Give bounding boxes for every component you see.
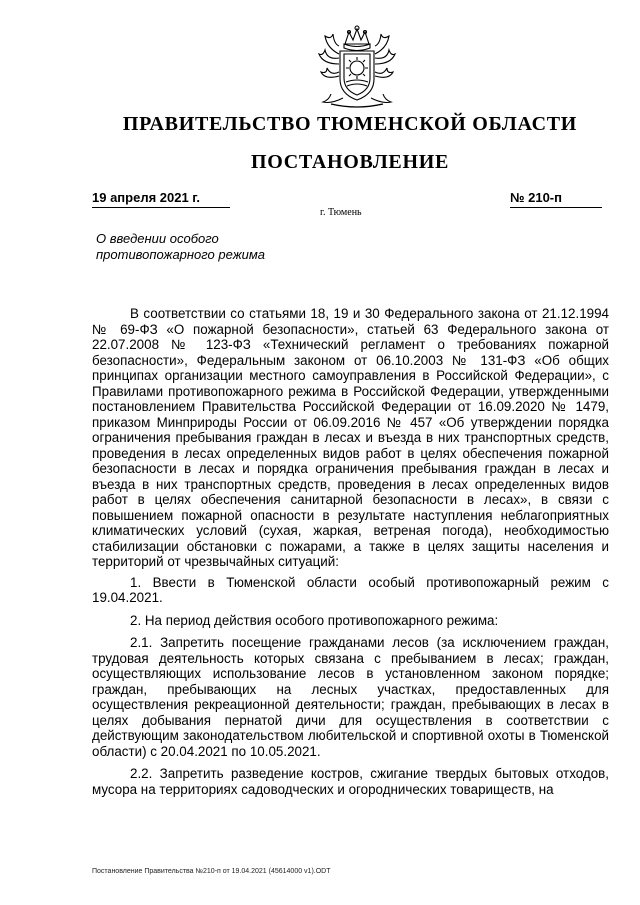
document-subject bbox=[96, 231, 316, 263]
subject-line-2: противопожарного режима bbox=[96, 247, 266, 262]
coat-of-arms-icon bbox=[313, 24, 401, 110]
subject-line-1: О введении особого bbox=[96, 231, 219, 246]
page-footer: Постановление Правительства №210-п от 19.04.2021 (45614000 v1).ODT bbox=[92, 868, 331, 875]
item-2-1-paragraph: 2.1. Запретить посещение гражданами лесов (за исключением граждан, трудовая деятельность которых связана с пребыванием в лесах; граждан, осуществляющих использование лесов в установленном законом порядке; граждан, пребывающих на лесных участках, предоставленных для осуществления рекреационной деятельности; граждан, пребывающих в лесах в целях добывания пернатой дичи для осуществления в соответствии с действующим законодательством любительской и спортивной охоты в Тюменской области) с 20.04.2021 по 10.05.2021. bbox=[92, 635, 609, 759]
document-date: 19 апреля 2021 г. bbox=[92, 190, 230, 208]
preamble-paragraph: В соответствии со статьями 18, 19 и 30 Федерального закона от 21.12.1994 № 69-ФЗ «О пожарной безопасности», статьей 63 Федерального закона от 22.07.2008 № 123-ФЗ «Технический регламент о требованиях пожарной безопасности», Федеральным законом от 06.10.2003 № 131-ФЗ «Об общих принципах организации местного самоуправления в Российской Федерации», с Правилами противопожарного режима в Российской Федерации, утвержденными постановлением Правительства Российской Федерации от 16.09.2020 № 1479, приказом Минприроды России от 06.09.2016 № 457 «Об утверждении порядка ограничения пребывания граждан в лесах и въезда в них транспортных средств, проведения в лесах определенных видов работ в целях обеспечения пожарной безопасности в лесах и порядка ограничения пребывания граждан в лесах и въезда в них транспортных средств, проведения в лесах определенных видов работ в целях обеспечения санитарной безопасности в лесах», в связи с повышением пожарной опасности в результате наступления неблагоприятных климатических условий (сухая, жаркая, ветреная погода), необходимостью стабилизации обстановки с пожарами, а также в целях защиты населения и территорий от чрезвычайных ситуаций: bbox=[92, 306, 609, 569]
document-city: г. Тюмень bbox=[320, 207, 362, 218]
government-title: ПРАВИТЕЛЬСТВО ТЮМЕНСКОЙ ОБЛАСТИ bbox=[122, 113, 578, 135]
item-2-2-paragraph: 2.2. Запретить разведение костров, сжигание твердых бытовых отходов, мусора на территориях садоводческих и огороднических товариществ, на bbox=[92, 766, 609, 797]
document-body bbox=[92, 306, 609, 803]
item-1-paragraph: 1. Ввести в Тюменской области особый противопожарный режим с 19.04.2021. bbox=[92, 574, 609, 605]
document-number: № 210-п bbox=[510, 190, 602, 208]
document-type-title: ПОСТАНОВЛЕНИЕ bbox=[250, 151, 450, 173]
item-2-paragraph: 2. На период действия особого противопожарного режима: bbox=[130, 612, 499, 628]
